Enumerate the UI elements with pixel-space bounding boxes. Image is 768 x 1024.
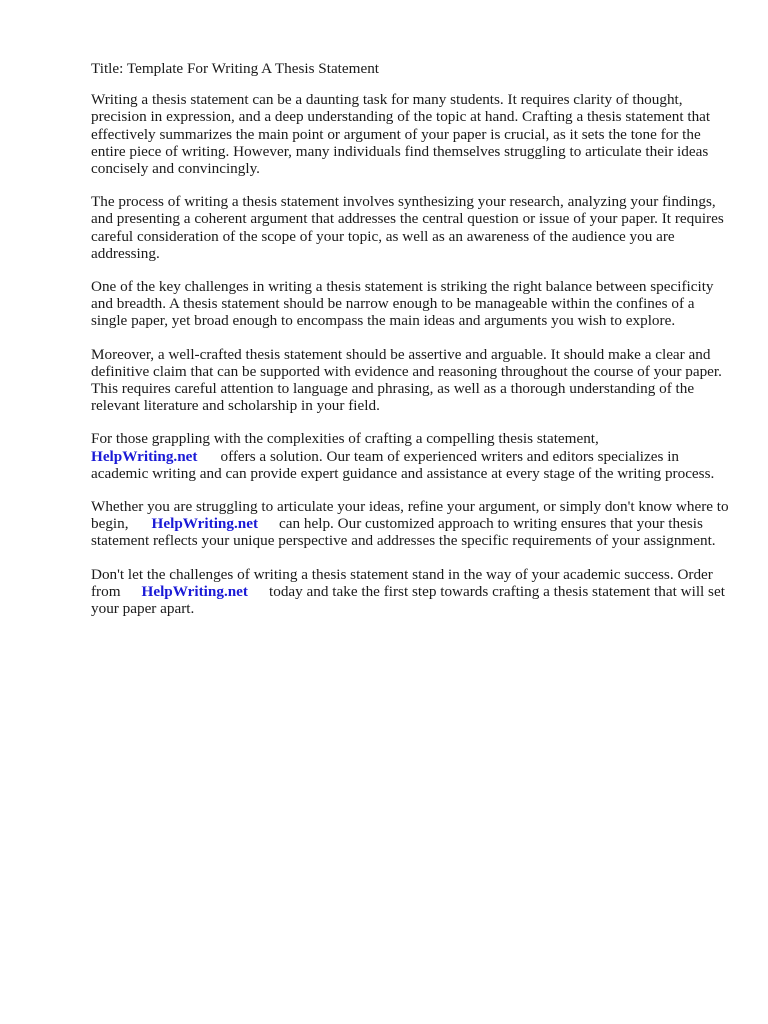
document-page [91,60,731,633]
paragraph-intro: Writing a thesis statement can be a daunting task for many students. It requires clarity of thought, precision in expression, and a deep understanding of the topic at hand. Crafting a thesis statement that effectively summarizes the main point or argument of your paper is crucial, as it sets the tone for the entire piece of writing. However, many individuals find themselves struggling to articulate their ideas concisely and convincingly. [91,91,711,178]
paragraph-grappling-tail: offers a solution. Our team of experienced writers and editors specializes in academic writing and can provide expert guidance and assistance at every stage of the writing process. [91,447,715,482]
paragraph-order-lead: Don't let the challenges of writing a thesis statement stand in the way of your academic success. Order from [91,565,713,600]
paragraph-order [91,566,731,618]
helpwriting-link[interactable]: HelpWriting.net [91,447,198,465]
paragraph-challenges: One of the key challenges in writing a thesis statement is striking the right balance between specificity and breadth. A thesis statement should be narrow enough to be manageable within the confines of a single paper, yet broad enough to encompass the main ideas and arguments you wish to explore. [91,278,714,330]
paragraph-assertive: Moreover, a well-crafted thesis statement should be assertive and arguable. It should make a clear and definitive claim that can be supported with evidence and reasoning throughout the course of your paper. This requires careful attention to language and phrasing, as well as a thorough understanding of the relevant literature and scholarship in your field. [91,345,722,415]
paragraph-process: The process of writing a thesis statement involves synthesizing your research, analyzing your findings, and presenting a coherent argument that addresses the central question or issue of your paper. It requires careful consideration of the scope of your topic, as well as an awareness of the audience you are addressing. [91,193,724,262]
helpwriting-link[interactable]: HelpWriting.net [151,515,259,533]
paragraph-struggling-tail: can help. Our customized approach to writing ensures that your thesis statement reflects your unique perspective and addresses the specific requirements of your assignment. [91,515,716,550]
paragraph-struggling [91,498,731,550]
paragraph-struggling-lead: Whether you are struggling to articulate your ideas, refine your argument, or simply don't know where to begin, [91,498,729,533]
document-title: Title: Template For Writing A Thesis Statement [91,60,380,77]
paragraph-order-tail: today and take the first step towards crafting a thesis statement that will set your paper apart. [91,582,725,618]
paragraph-grappling-lead: For those grappling with the complexities of crafting a compelling thesis statement, [91,430,599,448]
helpwriting-link[interactable]: HelpWriting.net [141,582,248,600]
paragraph-grappling [91,430,731,482]
